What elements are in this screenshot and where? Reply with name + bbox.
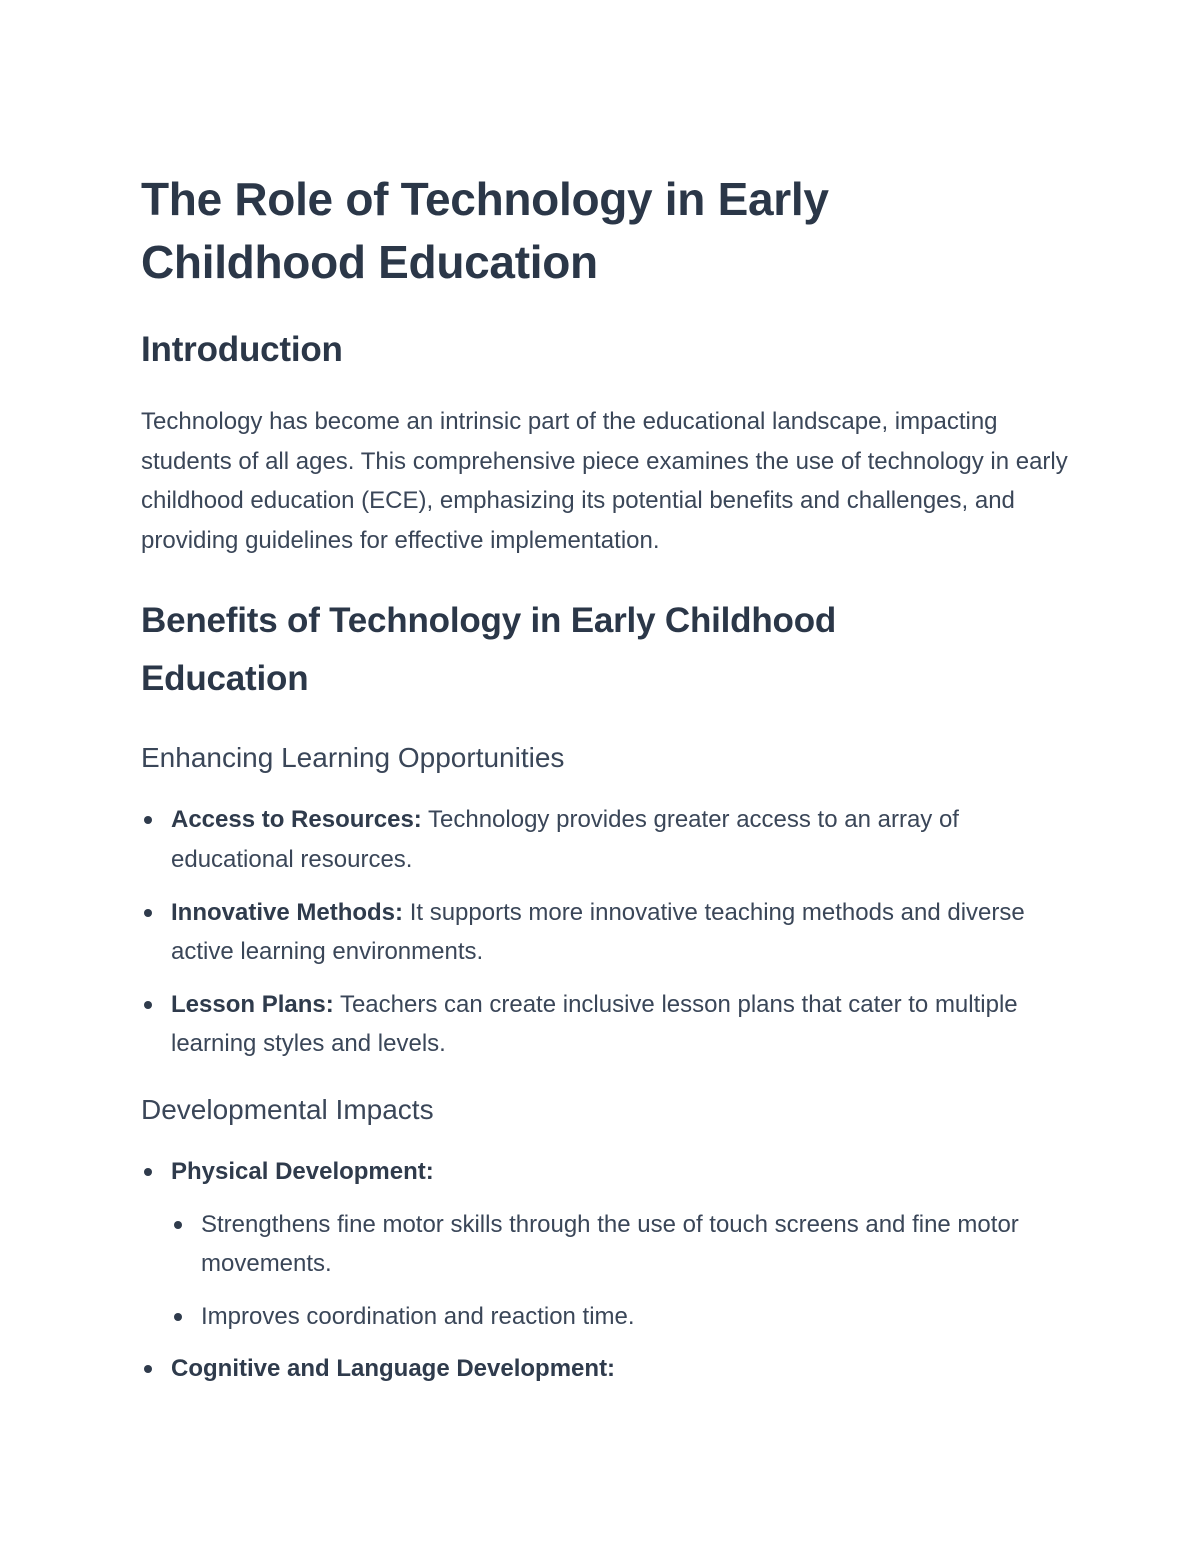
developmental-impacts-list — [141, 1152, 1071, 1389]
list-item-lead: Lesson Plans: — [171, 990, 334, 1018]
list-item — [141, 1152, 1071, 1336]
benefits-heading-line-1: Benefits of Technology in Early Childhood — [141, 601, 837, 641]
list-item-lead: Access to Resources: — [171, 806, 422, 834]
introduction-heading: Introduction — [141, 330, 343, 369]
enhancing-learning-list — [141, 800, 1071, 1064]
document-title-line-2: Childhood Education — [141, 236, 598, 288]
list-item-text: It supports more innovative teaching methods and diverse active learning environments. — [171, 898, 1025, 966]
developmental-impacts-heading: Developmental Impacts — [141, 1093, 434, 1125]
list-item-text: Teachers can create inclusive lesson plans that cater to multiple learning styles and levels. — [171, 990, 1018, 1058]
benefits-heading-line-2: Education — [141, 659, 309, 699]
list-item-lead: Cognitive and Language Development: — [171, 1355, 616, 1383]
list-item: Strengthens fine motor skills through the use of touch screens and fine motor movements. — [171, 1205, 1071, 1284]
list-item — [141, 800, 1071, 879]
list-item — [141, 893, 1071, 972]
physical-development-sublist — [171, 1205, 1071, 1337]
list-item-lead: Physical Development: — [171, 1157, 434, 1185]
list-item — [141, 985, 1071, 1064]
list-item-lead: Innovative Methods: — [171, 898, 404, 926]
benefits-heading — [141, 592, 1071, 708]
enhancing-learning-heading: Enhancing Learning Opportunities — [141, 742, 565, 774]
document-title-line-1: The Role of Technology in Early — [141, 173, 829, 225]
document-page — [141, 168, 1071, 1402]
list-item: Improves coordination and reaction time. — [171, 1297, 1071, 1337]
list-item — [141, 1349, 1071, 1389]
list-item-text: Technology provides greater access to an array of educational resources. — [171, 806, 959, 873]
document-title — [141, 168, 1071, 294]
introduction-paragraph: Technology has become an intrinsic part of the educational landscape, impacting students of all ages. This comprehensive piece examines the use of technology in early childhood education (ECE), emphasizing its potential benefits and challenges, and providing guidelines for effective implementation. — [141, 408, 1068, 554]
